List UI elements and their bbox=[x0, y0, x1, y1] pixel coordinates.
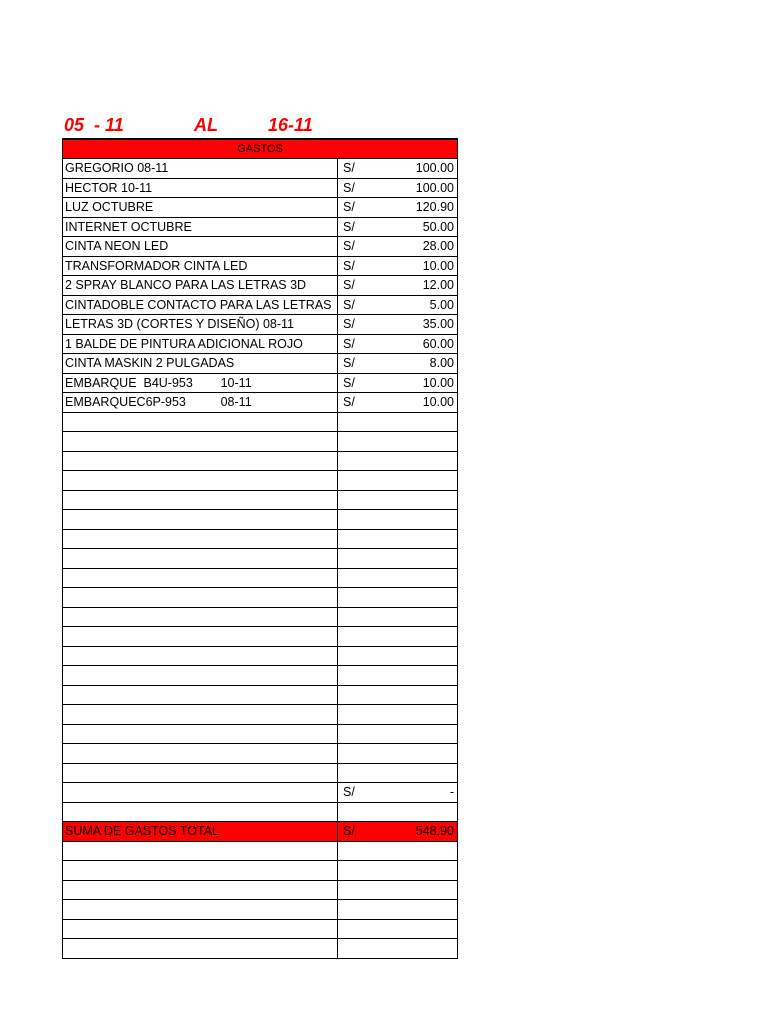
amount-value: 28.00 bbox=[422, 239, 454, 253]
expense-row bbox=[63, 315, 458, 335]
description-cell[interactable] bbox=[63, 432, 338, 452]
expense-row bbox=[63, 256, 458, 276]
expense-row bbox=[63, 178, 458, 198]
amount-value: 120.90 bbox=[415, 200, 454, 214]
currency-symbol: S/ bbox=[343, 375, 355, 390]
description-cell[interactable] bbox=[63, 471, 338, 491]
amount-cell[interactable] bbox=[338, 451, 458, 471]
amount-value: 10.00 bbox=[422, 258, 454, 273]
empty-row bbox=[63, 939, 458, 959]
empty-row bbox=[63, 705, 458, 725]
amount-cell[interactable] bbox=[338, 217, 458, 237]
description-cell[interactable] bbox=[63, 490, 338, 510]
currency-symbol: S/ bbox=[343, 278, 355, 292]
expense-row bbox=[63, 295, 458, 315]
amount-value: 548.90 bbox=[415, 824, 454, 838]
description-cell[interactable] bbox=[63, 802, 338, 822]
description-cell[interactable]: CINTA NEON LED bbox=[63, 237, 338, 257]
amount-cell[interactable] bbox=[338, 412, 458, 432]
description-cell[interactable]: LUZ OCTUBRE bbox=[63, 198, 338, 218]
expense-row bbox=[63, 159, 458, 179]
amount-cell[interactable] bbox=[338, 880, 458, 900]
amount-cell[interactable] bbox=[338, 276, 458, 296]
amount-value: 100.00 bbox=[415, 180, 454, 195]
amount-value: 10.00 bbox=[422, 375, 454, 390]
empty-row bbox=[63, 900, 458, 920]
amount-cell[interactable] bbox=[338, 529, 458, 549]
table-header-row bbox=[63, 139, 458, 159]
expense-row bbox=[63, 198, 458, 218]
description-cell[interactable] bbox=[63, 841, 338, 861]
empty-row bbox=[63, 490, 458, 510]
amount-value: 10.00 bbox=[422, 395, 454, 409]
currency-symbol: S/ bbox=[343, 336, 355, 351]
currency-symbol: S/ bbox=[343, 824, 355, 838]
description-cell[interactable]: HECTOR 10-11 bbox=[63, 178, 338, 198]
currency-symbol: S/ bbox=[343, 317, 355, 331]
currency-symbol: S/ bbox=[343, 258, 355, 273]
description-cell[interactable] bbox=[63, 783, 338, 803]
description-cell[interactable] bbox=[63, 919, 338, 939]
description-cell[interactable] bbox=[63, 705, 338, 725]
amount-value: 5.00 bbox=[429, 297, 454, 312]
amount-cell[interactable] bbox=[338, 568, 458, 588]
expense-row bbox=[63, 373, 458, 393]
description-cell[interactable] bbox=[63, 412, 338, 432]
amount-cell[interactable] bbox=[338, 705, 458, 725]
description-cell[interactable] bbox=[63, 451, 338, 471]
description-cell[interactable]: CINTA MASKIN 2 PULGADAS bbox=[63, 354, 338, 374]
empty-row bbox=[63, 471, 458, 491]
amount-cell[interactable] bbox=[338, 841, 458, 861]
amount-cell[interactable] bbox=[338, 490, 458, 510]
amount-cell[interactable] bbox=[338, 432, 458, 452]
table-header-gastos[interactable]: GASTOS bbox=[63, 139, 458, 159]
amount-cell[interactable] bbox=[338, 822, 458, 842]
description-cell[interactable]: INTERNET OCTUBRE bbox=[63, 217, 338, 237]
amount-cell[interactable] bbox=[338, 373, 458, 393]
description-cell[interactable]: 1 BALDE DE PINTURA ADICIONAL ROJO bbox=[63, 334, 338, 354]
empty-row bbox=[63, 568, 458, 588]
empty-row bbox=[63, 412, 458, 432]
empty-row bbox=[63, 607, 458, 627]
empty-row bbox=[63, 841, 458, 861]
description-cell[interactable] bbox=[63, 724, 338, 744]
amount-cell[interactable] bbox=[338, 295, 458, 315]
empty-row bbox=[63, 685, 458, 705]
expenses-table bbox=[62, 138, 458, 959]
empty-row bbox=[63, 646, 458, 666]
description-cell[interactable] bbox=[63, 646, 338, 666]
amount-cell[interactable] bbox=[338, 159, 458, 179]
description-cell[interactable]: TRANSFORMADOR CINTA LED bbox=[63, 256, 338, 276]
description-cell[interactable]: 2 SPRAY BLANCO PARA LAS LETRAS 3D bbox=[63, 276, 338, 296]
amount-cell[interactable] bbox=[338, 393, 458, 413]
description-cell[interactable] bbox=[63, 588, 338, 608]
amount-value: 50.00 bbox=[422, 219, 454, 234]
description-cell[interactable] bbox=[63, 529, 338, 549]
empty-row bbox=[63, 880, 458, 900]
amount-cell[interactable] bbox=[338, 256, 458, 276]
currency-symbol: S/ bbox=[343, 239, 355, 253]
amount-cell[interactable] bbox=[338, 646, 458, 666]
amount-value: 100.00 bbox=[415, 161, 454, 175]
amount-cell[interactable] bbox=[338, 666, 458, 686]
amount-cell[interactable] bbox=[338, 315, 458, 335]
currency-symbol: S/ bbox=[343, 219, 355, 234]
currency-symbol: S/ bbox=[343, 356, 355, 370]
currency-symbol: S/ bbox=[343, 161, 355, 175]
description-cell[interactable] bbox=[63, 549, 338, 569]
amount-cell[interactable] bbox=[338, 588, 458, 608]
description-cell[interactable] bbox=[63, 939, 338, 959]
empty-row bbox=[63, 549, 458, 569]
expense-row bbox=[63, 217, 458, 237]
amount-value: - bbox=[449, 785, 454, 799]
amount-cell[interactable] bbox=[338, 861, 458, 881]
amount-value: 12.00 bbox=[422, 278, 454, 292]
amount-value: 35.00 bbox=[422, 317, 454, 331]
amount-cell[interactable] bbox=[338, 334, 458, 354]
amount-cell[interactable] bbox=[338, 763, 458, 783]
amount-cell[interactable] bbox=[338, 607, 458, 627]
amount-cell[interactable] bbox=[338, 627, 458, 647]
expense-row bbox=[63, 276, 458, 296]
expense-row bbox=[63, 334, 458, 354]
empty-row bbox=[63, 529, 458, 549]
description-cell[interactable] bbox=[63, 607, 338, 627]
amount-cell[interactable] bbox=[338, 549, 458, 569]
empty-row bbox=[63, 861, 458, 881]
description-cell[interactable] bbox=[63, 627, 338, 647]
total-row bbox=[63, 822, 458, 842]
empty-row bbox=[63, 919, 458, 939]
expense-row bbox=[63, 237, 458, 257]
empty-row bbox=[63, 763, 458, 783]
empty-row bbox=[63, 627, 458, 647]
amount-cell[interactable] bbox=[338, 939, 458, 959]
amount-cell[interactable] bbox=[338, 178, 458, 198]
amount-value: 8.00 bbox=[429, 356, 454, 370]
subtotal-row bbox=[63, 783, 458, 803]
date-from: 05 - 11 bbox=[64, 115, 124, 135]
description-cell[interactable]: EMBARQUEC6P-953 08-11 bbox=[63, 393, 338, 413]
amount-cell[interactable] bbox=[338, 900, 458, 920]
description-cell[interactable]: EMBARQUE B4U-953 10-11 bbox=[63, 373, 338, 393]
empty-row bbox=[63, 744, 458, 764]
currency-symbol: S/ bbox=[343, 395, 355, 409]
description-cell[interactable] bbox=[63, 763, 338, 783]
description-cell[interactable] bbox=[63, 666, 338, 686]
amount-cell[interactable] bbox=[338, 198, 458, 218]
description-cell[interactable] bbox=[63, 900, 338, 920]
expense-row bbox=[63, 393, 458, 413]
description-cell[interactable]: CINTADOBLE CONTACTO PARA LAS LETRAS bbox=[63, 295, 338, 315]
currency-symbol: S/ bbox=[343, 200, 355, 214]
amount-cell[interactable] bbox=[338, 744, 458, 764]
amount-cell[interactable] bbox=[338, 685, 458, 705]
description-cell[interactable] bbox=[63, 510, 338, 530]
amount-value: 60.00 bbox=[422, 336, 454, 351]
description-cell[interactable] bbox=[63, 568, 338, 588]
empty-row bbox=[63, 724, 458, 744]
description-cell[interactable]: SUMA DE GASTOS TOTAL bbox=[63, 822, 338, 842]
description-cell[interactable]: LETRAS 3D (CORTES Y DISEÑO) 08-11 bbox=[63, 315, 338, 335]
amount-cell[interactable] bbox=[338, 783, 458, 803]
description-cell[interactable] bbox=[63, 880, 338, 900]
empty-row bbox=[63, 666, 458, 686]
amount-cell[interactable] bbox=[338, 802, 458, 822]
date-connector: AL bbox=[194, 115, 218, 135]
expense-row bbox=[63, 354, 458, 374]
description-cell[interactable]: GREGORIO 08-11 bbox=[63, 159, 338, 179]
empty-row bbox=[63, 451, 458, 471]
empty-row bbox=[63, 432, 458, 452]
empty-row bbox=[63, 802, 458, 822]
amount-cell[interactable] bbox=[338, 919, 458, 939]
description-cell[interactable] bbox=[63, 861, 338, 881]
amount-cell[interactable] bbox=[338, 237, 458, 257]
currency-symbol: S/ bbox=[343, 180, 355, 195]
empty-row bbox=[63, 510, 458, 530]
amount-cell[interactable] bbox=[338, 510, 458, 530]
description-cell[interactable] bbox=[63, 685, 338, 705]
amount-cell[interactable] bbox=[338, 471, 458, 491]
date-to: 16-11 bbox=[268, 115, 313, 135]
description-cell[interactable] bbox=[63, 744, 338, 764]
amount-cell[interactable] bbox=[338, 724, 458, 744]
currency-symbol: S/ bbox=[343, 297, 355, 312]
currency-symbol: S/ bbox=[343, 785, 355, 799]
empty-row bbox=[63, 588, 458, 608]
amount-cell[interactable] bbox=[338, 354, 458, 374]
